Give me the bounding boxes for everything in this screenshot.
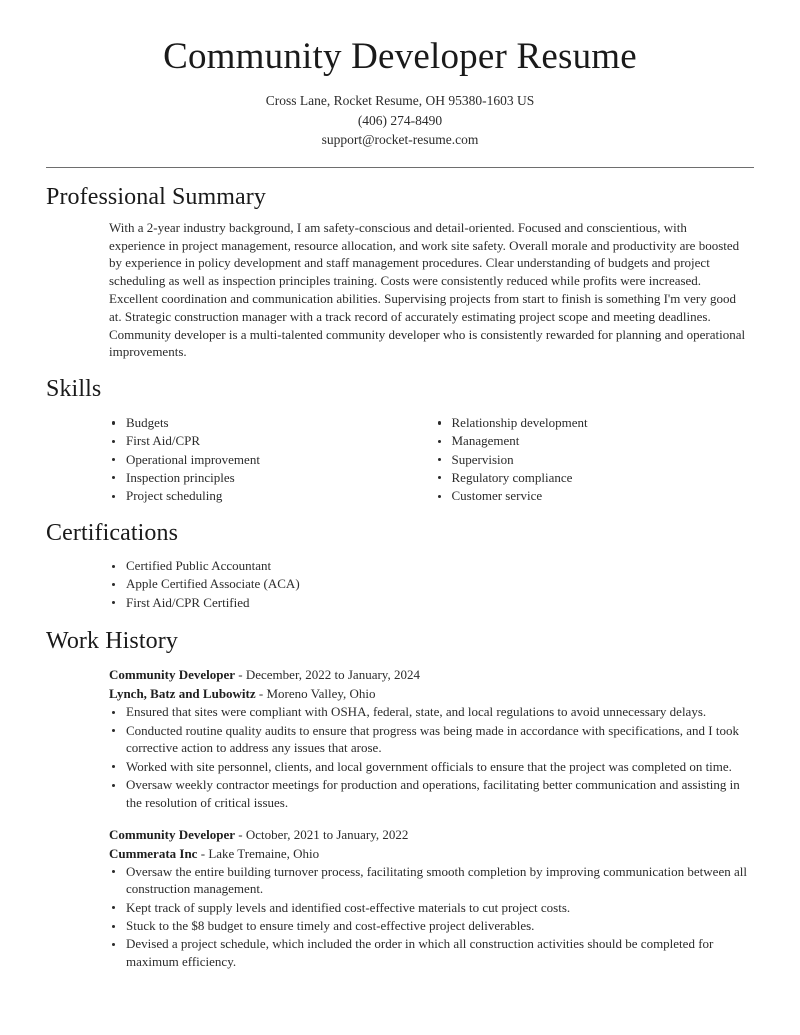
job-location: Lake Tremaine, Ohio — [208, 845, 320, 861]
list-item: Devised a project schedule, which included the order in which all construction activities should be completed for maximum efficiency. — [109, 935, 754, 971]
job-dates: October, 2021 to January, 2022 — [245, 826, 409, 842]
job-company-separator: - — [197, 845, 209, 861]
work-history-jobs — [46, 665, 754, 971]
job-title-separator: - — [235, 667, 246, 683]
job-title-line — [109, 665, 754, 684]
list-item: Worked with site personnel, clients, and local government officials to ensure that the project was completed on time. — [109, 758, 754, 776]
list-item: Relationship development — [435, 414, 755, 432]
list-item: Ensured that sites were compliant with OSHA, federal, state, and local regulations to avoid unnecessary delays. — [109, 703, 754, 721]
job-title-line — [109, 825, 754, 844]
section-skills — [46, 375, 754, 505]
list-item: Operational improvement — [109, 451, 432, 469]
job-bullets-list — [109, 863, 754, 971]
skills-list-left — [109, 414, 432, 505]
job-company-line — [109, 684, 754, 703]
skills-column-left — [109, 414, 432, 505]
section-heading-work-history: Work History — [46, 627, 178, 654]
certifications-list — [109, 557, 754, 611]
contact-phone: (406) 274-8490 — [357, 112, 443, 128]
list-item: First Aid/CPR — [109, 432, 432, 450]
certifications-body — [46, 557, 754, 611]
job-company: Lynch, Batz and Lubowitz — [109, 686, 256, 702]
section-heading-certifications: Certifications — [46, 520, 179, 547]
list-item: Oversaw the entire building turnover process, facilitating smooth completion by improving communication between all construction management. — [109, 863, 754, 899]
list-item: Oversaw weekly contractor meetings for production and operations, facilitating better communication and assisting in the resolution of critical issues. — [109, 776, 754, 812]
skills-columns — [46, 414, 754, 505]
section-heading-skills: Skills — [46, 376, 102, 403]
list-item: Customer service — [435, 487, 755, 505]
contact-email: support@rocket-resume.com — [321, 132, 479, 148]
skills-column-right — [432, 414, 755, 505]
job-company-line — [109, 844, 754, 863]
list-item: Apple Certified Associate (ACA) — [109, 575, 754, 593]
job-company: Cummerata Inc — [109, 845, 198, 861]
job-bullets-list — [109, 703, 754, 811]
job-entry — [109, 825, 754, 971]
list-item: Inspection principles — [109, 469, 432, 487]
list-item: Supervision — [435, 451, 755, 469]
professional-summary-body — [46, 219, 754, 361]
skills-list-right — [435, 414, 755, 505]
section-heading-professional-summary: Professional Summary — [46, 183, 266, 210]
list-item: Project scheduling — [109, 487, 432, 505]
resume-header — [46, 0, 754, 150]
page-title: Community Developer Resume — [163, 36, 637, 77]
list-item: Certified Public Accountant — [109, 557, 754, 575]
job-title: Community Developer — [109, 667, 236, 683]
list-item: Regulatory compliance — [435, 469, 755, 487]
job-entry — [109, 665, 754, 811]
professional-summary-text: With a 2-year industry background, I am safety-conscious and detail-oriented. Focused and conscientious, with experience in project management, resource allocation, and work site safety. Overall morale and productivity are boosted by experience in policy development and staff management procedures. Clear understanding of budgets and project scheduling as well as inspection principles training. Costs were consistently reduced while profits were increased. Excellent coordination and communication abilities. Supervising projects from start to finish is something I'm very good at. Strategic construction manager with a track record of accurately estimating project scope and meeting deadlines. Community developer is a multi-talented community developer who is consistently rewarded for planning and operational improvements. — [109, 219, 746, 360]
job-location: Moreno Valley, Ohio — [266, 686, 376, 702]
list-item: First Aid/CPR Certified — [109, 594, 754, 612]
job-title: Community Developer — [109, 826, 236, 842]
list-item: Management — [435, 432, 755, 450]
list-item: Stuck to the $8 budget to ensure timely and cost-effective project deliverables. — [109, 917, 754, 935]
list-item: Kept track of supply levels and identified cost-effective materials to cut project costs. — [109, 899, 754, 917]
list-item: Conducted routine quality audits to ensure that progress was being made in accordance with specifications, and I took corrective action to address any issues that arose. — [109, 722, 754, 758]
section-certifications — [46, 519, 754, 611]
header-divider — [46, 167, 754, 168]
contact-address: Cross Lane, Rocket Resume, OH 95380-1603 US — [265, 93, 535, 109]
section-work-history — [46, 627, 754, 971]
job-title-separator: - — [235, 826, 246, 842]
list-item: Budgets — [109, 414, 432, 432]
job-dates: December, 2022 to January, 2024 — [245, 667, 420, 683]
section-professional-summary — [46, 183, 754, 361]
job-company-separator: - — [255, 686, 267, 702]
